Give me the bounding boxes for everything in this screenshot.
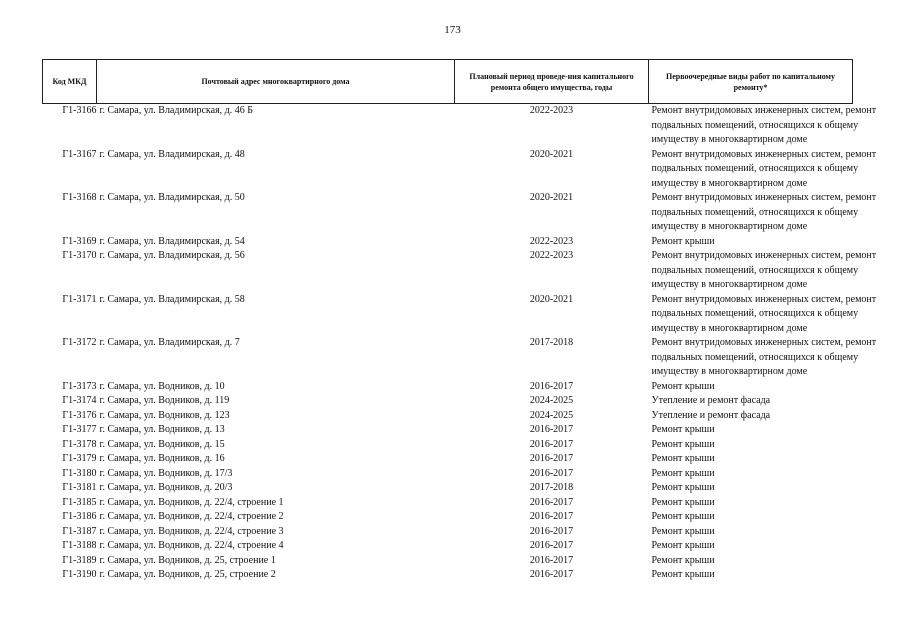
row-works-text: Ремонт крыши xyxy=(651,525,715,537)
row-code: Г1-3167 xyxy=(62,148,97,160)
row-works xyxy=(649,568,853,583)
row-works-text: Ремонт крыши xyxy=(651,438,715,450)
row-address: г. Самара, ул. Водников, д. 25, строение 2 xyxy=(99,569,276,580)
row-code: Г1-3166 xyxy=(62,105,97,116)
row-address: г. Самара, ул. Владимирская, д. 48 xyxy=(99,148,245,160)
row-works xyxy=(649,148,877,192)
row-works-text: Утепление и ремонт фасада xyxy=(651,409,771,421)
row-period: 2022-2023 xyxy=(529,235,574,247)
row-period: 2016-2017 xyxy=(529,511,574,522)
table-row xyxy=(43,191,853,235)
row-address: г. Самара, ул. Владимирская, д. 50 xyxy=(99,192,245,203)
row-address: г. Самара, ул. Водников, д. 17/3 xyxy=(99,467,233,479)
row-period: 2016-2017 xyxy=(529,496,574,508)
table-row xyxy=(43,104,853,148)
row-address: г. Самара, ул. Водников, д. 119 xyxy=(99,395,230,406)
row-works-text: Ремонт внутридомовых инженерных систем, ремонт подвальных помещений, относящихся к общему имуществу в многоквартирном доме xyxy=(651,337,877,377)
row-period: 2024-2025 xyxy=(529,395,574,406)
row-period: 2020-2021 xyxy=(529,192,574,203)
row-works-text: Ремонт внутридомовых инженерных систем, ремонт подвальных помещений, относящихся к общему имуществу в многоквартирном доме xyxy=(651,250,877,290)
table-row xyxy=(43,148,853,192)
table-row xyxy=(43,510,853,525)
table-row xyxy=(43,380,853,395)
row-address: г. Самара, ул. Владимирская, д. 56 xyxy=(99,250,245,261)
row-works-text: Ремонт крыши xyxy=(651,496,715,508)
row-works xyxy=(649,423,853,438)
row-code: Г1-3187 xyxy=(62,525,97,537)
row-works-text: Ремонт крыши xyxy=(651,235,715,247)
row-address: г. Самара, ул. Водников, д. 123 xyxy=(99,409,230,421)
page-number: 173 xyxy=(444,24,461,36)
header-works: Первоочередные виды работ по капитальному ремонту* xyxy=(649,60,853,104)
table-row xyxy=(43,554,853,569)
row-address: г. Самара, ул. Владимирская, д. 58 xyxy=(99,293,245,305)
row-code: Г1-3189 xyxy=(62,554,97,566)
row-works xyxy=(649,191,877,235)
row-period: 2016-2017 xyxy=(529,569,574,580)
row-code: Г1-3170 xyxy=(62,250,97,261)
row-code: Г1-3185 xyxy=(62,496,97,508)
row-address: г. Самара, ул. Водников, д. 22/4, строение 2 xyxy=(99,511,284,522)
row-period: 2024-2025 xyxy=(529,409,574,421)
row-works xyxy=(649,249,877,293)
row-works xyxy=(649,510,853,525)
row-code: Г1-3190 xyxy=(62,569,97,580)
row-period: 2017-2018 xyxy=(529,337,574,348)
row-period: 2016-2017 xyxy=(529,424,574,435)
row-code: Г1-3172 xyxy=(62,337,97,348)
row-code: Г1-3179 xyxy=(62,453,97,464)
row-works-text: Ремонт крыши xyxy=(651,540,715,551)
row-works-text: Ремонт крыши xyxy=(651,569,715,580)
row-address: г. Самара, ул. Владимирская, д. 7 xyxy=(99,337,240,348)
row-period: 2017-2018 xyxy=(529,482,574,493)
row-works xyxy=(649,235,853,250)
row-code: Г1-3188 xyxy=(62,540,97,551)
table-row xyxy=(43,249,853,293)
row-code: Г1-3180 xyxy=(62,467,97,479)
row-works-text: Ремонт внутридомовых инженерных систем, ремонт подвальных помещений, относящихся к общему имуществу в многоквартирном доме xyxy=(651,148,877,189)
table-row xyxy=(43,438,853,453)
row-works xyxy=(649,293,877,337)
table-row xyxy=(43,423,853,438)
row-works xyxy=(649,525,853,540)
row-works xyxy=(649,438,853,453)
row-works xyxy=(649,496,853,511)
row-code: Г1-3169 xyxy=(62,235,97,247)
table-row xyxy=(43,496,853,511)
row-works-text: Ремонт крыши xyxy=(651,424,715,435)
row-works-text: Утепление и ремонт фасада xyxy=(651,395,771,406)
row-code: Г1-3168 xyxy=(62,192,97,203)
table-row xyxy=(43,452,853,467)
row-code: Г1-3176 xyxy=(62,409,97,421)
row-period: 2022-2023 xyxy=(529,250,574,261)
row-works xyxy=(649,336,877,380)
row-works-text: Ремонт крыши xyxy=(651,554,715,566)
row-works-text: Ремонт крыши xyxy=(651,380,715,392)
table-row xyxy=(43,467,853,482)
row-period: 2016-2017 xyxy=(529,554,574,566)
row-works xyxy=(649,554,853,569)
table-row xyxy=(43,539,853,554)
row-address: г. Самара, ул. Водников, д. 10 xyxy=(99,380,225,392)
row-address: г. Самара, ул. Водников, д. 25, строение 1 xyxy=(99,554,276,566)
header-code: Код МКД xyxy=(43,60,97,104)
row-address: г. Самара, ул. Водников, д. 16 xyxy=(99,453,225,464)
row-address: г. Самара, ул. Водников, д. 15 xyxy=(99,438,225,450)
row-works xyxy=(649,539,853,554)
row-works xyxy=(649,380,853,395)
row-works xyxy=(649,452,853,467)
header-period: Плановый период проведе-ния капитального ремонта общего имущества, годы xyxy=(455,60,649,104)
row-works xyxy=(649,467,853,482)
row-address: г. Самара, ул. Водников, д. 22/4, строение 3 xyxy=(99,525,284,537)
row-address: г. Самара, ул. Водников, д. 20/3 xyxy=(99,482,233,493)
row-period: 2016-2017 xyxy=(529,467,574,479)
row-period: 2016-2017 xyxy=(529,540,574,551)
table-row xyxy=(43,525,853,540)
row-period: 2016-2017 xyxy=(529,525,574,537)
row-code: Г1-3178 xyxy=(62,438,97,450)
capital-repair-table xyxy=(42,59,877,583)
table-row xyxy=(43,481,853,496)
table-row xyxy=(43,394,853,409)
row-works-text: Ремонт внутридомовых инженерных систем, ремонт подвальных помещений, относящихся к общему имуществу в многоквартирном доме xyxy=(651,293,877,334)
row-works xyxy=(649,409,853,424)
row-period: 2016-2017 xyxy=(529,438,574,450)
header-address: Почтовый адрес многоквартирного дома xyxy=(97,60,455,104)
row-period: 2020-2021 xyxy=(529,293,574,305)
row-period: 2016-2017 xyxy=(529,380,574,392)
row-period: 2022-2023 xyxy=(529,105,574,116)
row-address: г. Самара, ул. Водников, д. 22/4, строение 4 xyxy=(99,540,284,551)
row-code: Г1-3173 xyxy=(62,380,97,392)
table-row xyxy=(43,336,853,380)
table-row xyxy=(43,235,853,250)
row-period: 2016-2017 xyxy=(529,453,574,464)
row-works-text: Ремонт крыши xyxy=(651,467,715,479)
table-row xyxy=(43,409,853,424)
row-code: Г1-3174 xyxy=(62,395,97,406)
row-code: Г1-3181 xyxy=(62,482,97,493)
table-row xyxy=(43,568,853,583)
table-header xyxy=(43,60,853,104)
row-works xyxy=(649,481,853,496)
row-works-text: Ремонт крыши xyxy=(651,511,715,522)
row-code: Г1-3171 xyxy=(62,293,97,305)
row-address: г. Самара, ул. Владимирская, д. 46 Б xyxy=(99,105,254,116)
row-works-text: Ремонт внутридомовых инженерных систем, ремонт подвальных помещений, относящихся к общему имуществу в многоквартирном доме xyxy=(651,192,877,232)
row-works-text: Ремонт крыши xyxy=(651,482,715,493)
row-address: г. Самара, ул. Водников, д. 13 xyxy=(99,424,225,435)
table-row xyxy=(43,293,853,337)
row-period: 2020-2021 xyxy=(529,148,574,160)
table-body xyxy=(43,104,877,583)
row-address: г. Самара, ул. Владимирская, д. 54 xyxy=(99,235,245,247)
row-code: Г1-3186 xyxy=(62,511,97,522)
row-works xyxy=(649,104,877,148)
row-address: г. Самара, ул. Водников, д. 22/4, строение 1 xyxy=(99,496,284,508)
row-works-text: Ремонт внутридомовых инженерных систем, ремонт подвальных помещений, относящихся к общему имуществу в многоквартирном доме xyxy=(651,105,877,145)
row-works-text: Ремонт крыши xyxy=(651,453,715,464)
row-works xyxy=(649,394,853,409)
row-code: Г1-3177 xyxy=(62,424,97,435)
